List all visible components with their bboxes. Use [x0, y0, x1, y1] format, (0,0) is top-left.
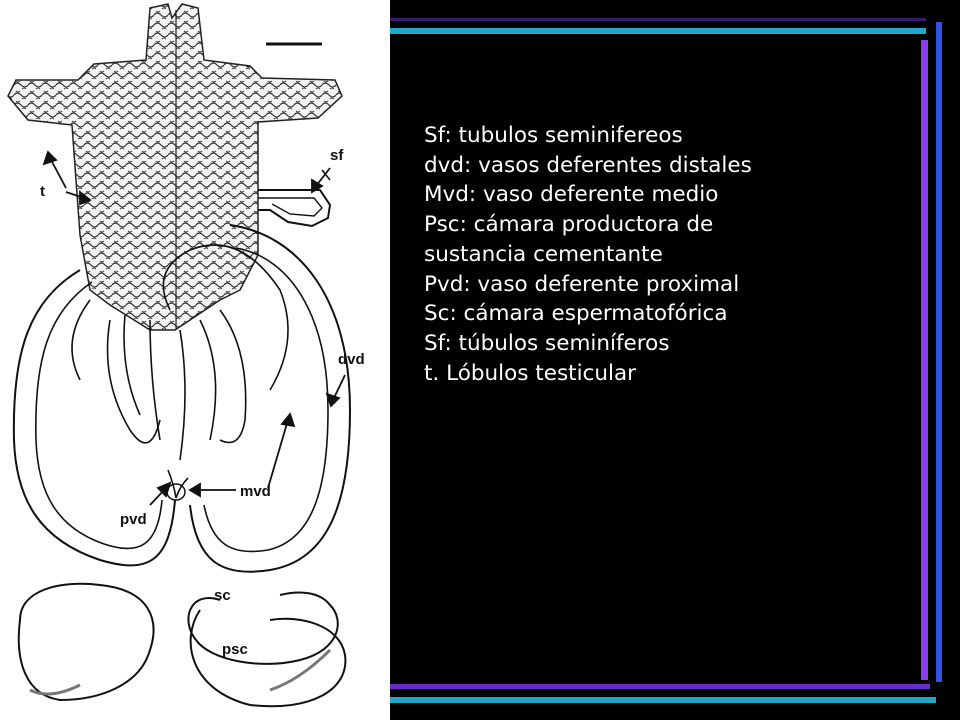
- label-t: t: [40, 183, 45, 200]
- legend-line: Sf: tubulos seminifereos: [424, 123, 683, 148]
- label-dvd: dvd: [338, 351, 365, 368]
- legend-line: Mvd: vaso deferente medio: [424, 182, 719, 208]
- top-teal-bar: [390, 28, 926, 34]
- legend-line: sustancia cementante: [424, 241, 663, 267]
- top-purple-bar: [390, 18, 926, 21]
- right-blue-bar: [936, 22, 942, 682]
- spermatophoric-chamber: [19, 584, 154, 700]
- legend-line: Pvd: vaso deferente proximal: [424, 271, 740, 297]
- legend-list: [424, 121, 894, 388]
- testis-diagram-svg: [0, 0, 390, 720]
- label-mvd: mvd: [240, 483, 271, 500]
- legend-line: Sf: túbulos seminíferos: [424, 330, 670, 356]
- label-sf: sf: [330, 147, 344, 164]
- legend-line: dvd: vasos deferentes distales: [424, 152, 752, 178]
- legend-line: Sc: cámara espermatofórica: [424, 301, 728, 327]
- bottom-teal-bar: [390, 697, 936, 703]
- label-sc: sc: [214, 587, 231, 604]
- legend-line: Psc: cámara productora de: [424, 212, 714, 238]
- legend-line: t. Lóbulos testicular: [424, 360, 636, 386]
- seminiferous-tubule: [258, 190, 330, 226]
- label-psc: psc: [222, 641, 248, 658]
- anatomy-figure: [0, 0, 390, 720]
- right-purple-bar: [921, 40, 928, 680]
- bottom-purple-bar: [390, 684, 930, 689]
- label-pvd: pvd: [120, 511, 147, 528]
